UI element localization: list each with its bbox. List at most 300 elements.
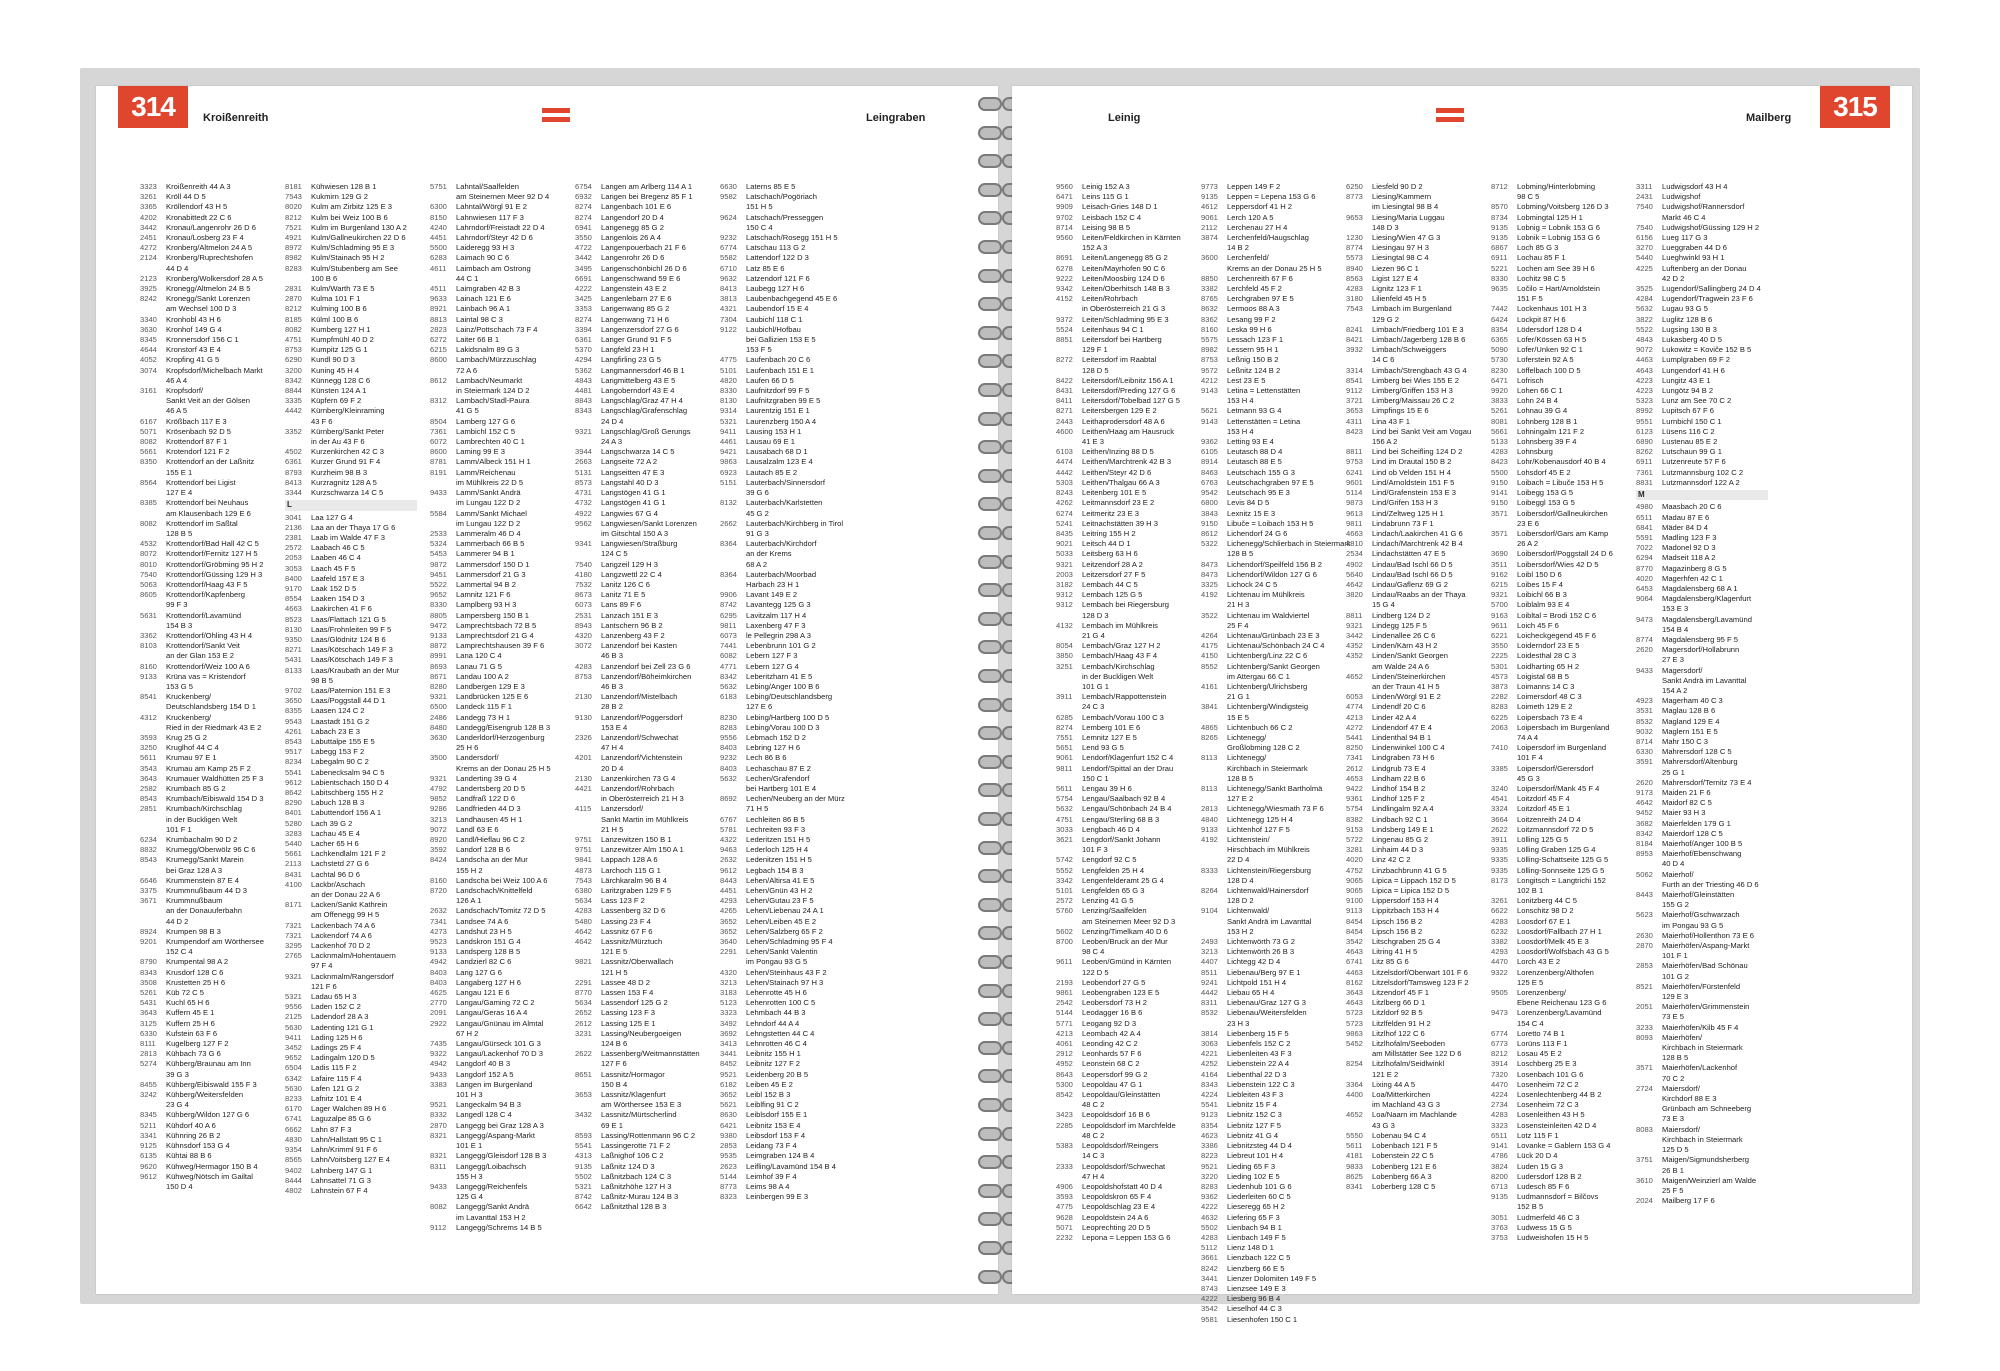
postal-code: 3492 bbox=[720, 1018, 737, 1028]
place-name: Lipsch 156 B 2 bbox=[1372, 916, 1423, 926]
place-name: Kumberg 127 H 1 bbox=[311, 324, 371, 334]
postal-code: 7361 bbox=[430, 426, 447, 436]
postal-code: 8673 bbox=[575, 590, 592, 600]
place-name: Lampersberg 150 B 1 bbox=[456, 610, 530, 620]
postal-code: 5632 bbox=[720, 681, 737, 691]
postal-code: 3653 bbox=[1346, 406, 1363, 416]
place-name: Lerch 120 A 5 bbox=[1227, 212, 1274, 222]
place-name: 73 E 5 bbox=[1662, 1012, 1684, 1022]
place-name: Landhausen 45 H 1 bbox=[456, 814, 523, 824]
postal-code: 4181 bbox=[1346, 1151, 1363, 1161]
place-name: Ludwess 15 G 5 bbox=[1517, 1222, 1572, 1232]
postal-code: 9372 bbox=[1056, 314, 1073, 324]
postal-code: 4283 bbox=[1491, 1110, 1508, 1120]
place-name: Lind ob Velden 151 H 4 bbox=[1372, 467, 1451, 477]
place-name: Kronau/Langenrohr 26 D 6 bbox=[166, 222, 256, 232]
place-name: 14 C 3 bbox=[1082, 1151, 1105, 1161]
postal-code: 9354 bbox=[285, 1145, 302, 1155]
postal-code: 4732 bbox=[575, 498, 592, 508]
postal-code: 6225 bbox=[1491, 712, 1508, 722]
place-name: Lohr/Kobenausdorf 40 B 4 bbox=[1517, 457, 1606, 467]
postal-code: 5071 bbox=[140, 426, 157, 436]
place-name: Mahrersdorf/Altenburg bbox=[1662, 757, 1738, 767]
postal-code: 8421 bbox=[1346, 335, 1363, 345]
postal-code: 7543 bbox=[1346, 304, 1363, 314]
postal-code: 3682 bbox=[1636, 818, 1653, 828]
place-name: Leinig 152 A 3 bbox=[1082, 182, 1130, 191]
place-name: Lindenwinkel 100 C 4 bbox=[1372, 743, 1445, 753]
place-name: 150 D 4 bbox=[166, 1181, 193, 1191]
place-name: Liebenstein 122 C 3 bbox=[1227, 1079, 1295, 1089]
place-name: Lehen/Sankt Valentin bbox=[746, 947, 818, 957]
postal-code: 6072 bbox=[430, 437, 447, 447]
index-entry bbox=[1636, 1176, 1806, 1186]
postal-code: 8385 bbox=[140, 498, 157, 508]
postal-code: 8330 bbox=[430, 600, 447, 610]
place-name: 152 B 5 bbox=[1517, 1202, 1544, 1212]
postal-code: 9341 bbox=[575, 539, 592, 549]
index-entry bbox=[1201, 1213, 1371, 1223]
postal-code: 4802 bbox=[285, 1185, 302, 1195]
place-name: Loa/Mitterkirchen bbox=[1372, 1090, 1431, 1100]
index-entry bbox=[1636, 533, 1806, 543]
postal-code: 8333 bbox=[1201, 865, 1218, 875]
postal-code: 8343 bbox=[575, 406, 592, 416]
index-entry bbox=[1636, 315, 1806, 325]
place-name: Lindachstätten 47 E 5 bbox=[1372, 549, 1446, 559]
index-entry bbox=[720, 223, 890, 233]
postal-code: 2813 bbox=[140, 1049, 157, 1059]
postal-code: 9811 bbox=[1346, 518, 1363, 528]
place-name: Laakirchen 41 F 6 bbox=[311, 604, 372, 614]
postal-code: 9433 bbox=[430, 1181, 447, 1191]
place-name: im Lungau 122 D 2 bbox=[456, 518, 521, 528]
postal-code: 9811 bbox=[720, 620, 737, 630]
place-name: Lohnberg 128 B 1 bbox=[1517, 416, 1578, 426]
postal-code: 9452 bbox=[1636, 808, 1653, 818]
place-name: Lobming/Voitsberg 126 D 3 bbox=[1517, 202, 1609, 212]
place-name: 125 E 5 bbox=[1517, 977, 1544, 987]
place-name: Magdalensberg 95 F 5 bbox=[1662, 634, 1738, 644]
postal-code: 4283 bbox=[1201, 1232, 1218, 1242]
place-name: Langstahl 40 D 3 bbox=[601, 477, 659, 487]
place-name: Lingenau 85 G 2 bbox=[1372, 835, 1429, 844]
place-name: Krems an der Donau 25 H 5 bbox=[1227, 263, 1322, 273]
place-name: Kruglhof 44 C 4 bbox=[166, 743, 219, 753]
postal-code: 4224 bbox=[1491, 1090, 1508, 1100]
postal-code: 8093 bbox=[1636, 1032, 1653, 1042]
place-name: Grünbach am Schneeberg bbox=[1662, 1104, 1752, 1114]
postal-code: 8185 bbox=[285, 314, 302, 324]
postal-code: 4161 bbox=[1201, 681, 1218, 691]
index-entry bbox=[1636, 543, 1806, 553]
place-name: Kronstorf 43 E 4 bbox=[166, 345, 221, 355]
place-name: Lehen/Schladming 95 F 4 bbox=[746, 937, 833, 947]
place-name: Krumegg/Oberwölz 96 C 6 bbox=[166, 845, 256, 855]
place-name: Lehmbach 44 B 3 bbox=[746, 1008, 806, 1018]
place-name: Leithen/Thalgau 66 A 3 bbox=[1082, 477, 1160, 487]
postal-code: 6283 bbox=[430, 253, 447, 263]
place-name: Landbrücken 125 E 6 bbox=[456, 692, 529, 702]
place-name: bei Hartberg 101 E 4 bbox=[746, 783, 817, 793]
postal-code: 2291 bbox=[575, 977, 592, 987]
place-name: Leimhof 39 F 4 bbox=[746, 1171, 797, 1181]
index-entry bbox=[720, 284, 890, 294]
place-name: 128 B 5 bbox=[1662, 1053, 1689, 1063]
postal-code: 2493 bbox=[1201, 937, 1218, 947]
place-name: Kuffern 45 E 1 bbox=[166, 1008, 215, 1018]
postal-code: 9821 bbox=[575, 957, 592, 967]
postal-code: 9322 bbox=[430, 1049, 447, 1059]
postal-code: 8321 bbox=[430, 1151, 447, 1161]
place-name: Lugendorf/Tragwein 23 F 6 bbox=[1662, 294, 1753, 304]
place-name: Leopoldsdorf/Schwechat bbox=[1082, 1161, 1166, 1171]
postal-code: 4873 bbox=[575, 865, 592, 875]
postal-code: 4020 bbox=[1346, 855, 1363, 865]
place-name: an der Donauuferbahn bbox=[166, 906, 242, 916]
place-name: Langmannersdorf 46 B 1 bbox=[601, 365, 685, 375]
place-name: 153 H 4 bbox=[1227, 396, 1254, 406]
index-entry bbox=[1636, 325, 1806, 335]
place-name: le Pellegrin 298 A 3 bbox=[746, 630, 812, 640]
postal-code: 5440 bbox=[285, 839, 302, 848]
index-entry bbox=[1636, 655, 1806, 665]
postal-code: 4421 bbox=[575, 783, 592, 793]
postal-code: 5502 bbox=[575, 1171, 592, 1181]
place-name: Labitschberg 155 H 2 bbox=[311, 787, 384, 797]
place-name: Lonitzberg 44 C 5 bbox=[1517, 896, 1577, 906]
place-name: Leithen/Haag am Hausruck bbox=[1082, 426, 1175, 436]
place-name: Lovanke = Gablern 153 G 4 bbox=[1517, 1141, 1611, 1151]
place-name: Lengau/Schönbach 24 B 4 bbox=[1082, 804, 1172, 814]
place-name: Loitzmannsdorf 72 D 5 bbox=[1517, 824, 1594, 834]
place-name: Legbach 154 B 3 bbox=[746, 865, 804, 875]
postal-code: 6278 bbox=[1056, 263, 1073, 273]
index-entry bbox=[720, 937, 890, 947]
place-name: Lanzewitzer Alm 150 A 1 bbox=[601, 845, 684, 855]
place-name: Leitenberg 101 E 5 bbox=[1082, 488, 1147, 498]
place-name: 101 F 1 bbox=[1662, 951, 1688, 961]
postal-code: 4541 bbox=[1491, 794, 1508, 804]
place-name: Krottendorf/Güssing 129 H 3 bbox=[166, 569, 263, 579]
postal-code: 6453 bbox=[1636, 583, 1653, 593]
postal-code: 5552 bbox=[1056, 865, 1073, 875]
index-entry bbox=[720, 600, 890, 610]
place-name: Lamm/Sankt Andrä bbox=[456, 488, 521, 498]
place-name: Lobmingtal 125 H 1 bbox=[1517, 212, 1583, 222]
postal-code: 4643 bbox=[1346, 998, 1363, 1008]
place-name: Ladis 115 F 2 bbox=[311, 1063, 357, 1073]
place-name: Larchoch 115 G 1 bbox=[601, 865, 661, 875]
postal-code: 4115 bbox=[575, 804, 592, 814]
place-name: Lackendorf 74 A 6 bbox=[311, 930, 372, 940]
postal-code: 5133 bbox=[1491, 437, 1508, 447]
place-name: Lerchfeld 45 F 2 bbox=[1227, 284, 1282, 294]
postal-code: 6272 bbox=[430, 335, 447, 345]
place-name: Litzlfelden 91 H 2 bbox=[1372, 1018, 1431, 1028]
postal-code: 3250 bbox=[140, 743, 157, 753]
place-name: Laubendorf 15 E 4 bbox=[746, 304, 809, 314]
postal-code: 8924 bbox=[140, 926, 157, 936]
place-name: Lang 127 G 6 bbox=[456, 967, 503, 977]
place-name: Madau 87 E 6 bbox=[1662, 512, 1710, 522]
place-name: Lotz 115 F 1 bbox=[1517, 1130, 1559, 1140]
place-name: 91 G 3 bbox=[746, 528, 769, 538]
postal-code: 3364 bbox=[1346, 1079, 1363, 1089]
place-name: Losenlechtenberg 44 B 2 bbox=[1517, 1090, 1602, 1100]
index-entry bbox=[430, 1213, 600, 1223]
postal-code: 5591 bbox=[1636, 532, 1653, 542]
place-name: Lilienfeld 45 H 5 bbox=[1372, 294, 1427, 304]
postal-code: 8543 bbox=[285, 736, 302, 746]
place-name: Lavantegg 125 G 3 bbox=[746, 600, 811, 610]
postal-code: 3125 bbox=[140, 1018, 157, 1028]
place-name: Laubenbachgegend 45 E 6 bbox=[746, 294, 838, 304]
index-entry bbox=[720, 764, 890, 774]
postal-code: 8521 bbox=[1636, 981, 1653, 991]
postal-code: 8341 bbox=[1346, 1181, 1363, 1191]
postal-code: 9421 bbox=[720, 447, 737, 457]
place-name: Losau 45 E 2 bbox=[1517, 1049, 1562, 1059]
place-name: Lanzenkirchen 73 G 4 bbox=[601, 773, 676, 783]
place-name: Krumegg/Sankt Marein bbox=[166, 855, 244, 865]
postal-code: 7410 bbox=[1491, 743, 1508, 753]
place-name: 14 B 2 bbox=[1227, 243, 1249, 253]
place-name: Lobenberg 66 A 3 bbox=[1372, 1171, 1432, 1181]
postal-code: 8532 bbox=[1201, 1008, 1218, 1018]
place-name: Leitmannsdorf 23 E 2 bbox=[1082, 498, 1155, 508]
postal-code: 8311 bbox=[1201, 998, 1218, 1008]
postal-code: 4653 bbox=[1346, 773, 1363, 783]
postal-code: 8271 bbox=[285, 645, 302, 655]
postal-code: 8160 bbox=[140, 661, 157, 671]
place-name: Lindach/Laakirchen 41 G 6 bbox=[1372, 528, 1463, 538]
place-name: Losenleithen 43 H 5 bbox=[1517, 1110, 1585, 1120]
place-name: 153 F 5 bbox=[746, 345, 772, 355]
place-name: Sankt Martin im Mühlkreis bbox=[601, 814, 689, 824]
postal-code: 2734 bbox=[1491, 1100, 1508, 1110]
postal-code: 5274 bbox=[140, 1059, 157, 1069]
place-name: 74 A 4 bbox=[1517, 732, 1539, 742]
postal-code: 8632 bbox=[1201, 304, 1218, 314]
place-name: Labuttalpe 155 E 5 bbox=[311, 736, 375, 746]
place-name: Lind/Zeltweg 125 H 1 bbox=[1372, 508, 1444, 518]
place-name: Labuttendorf 156 A 1 bbox=[311, 808, 382, 818]
place-name: Magdalensberg/Lavamünd bbox=[1662, 614, 1752, 624]
index-entry bbox=[720, 253, 890, 263]
place-name: Lichtenegg/Wiesmath 73 F 6 bbox=[1227, 804, 1324, 814]
place-name: Lieselhof 44 C 3 bbox=[1227, 1304, 1282, 1314]
postal-code: 4922 bbox=[575, 508, 592, 518]
postal-code: 9562 bbox=[575, 518, 592, 528]
place-name: Laufenbach 151 E 1 bbox=[746, 365, 814, 375]
place-name: Lengau/Saalbach 92 B 4 bbox=[1082, 794, 1166, 804]
postal-code: 5611 bbox=[1346, 1141, 1363, 1151]
postal-code: 4352 bbox=[1346, 641, 1363, 651]
place-name: 151 H 5 bbox=[746, 202, 773, 212]
index-entry bbox=[1636, 213, 1806, 223]
place-name: Krottendorf/Weiz 100 A 6 bbox=[166, 661, 250, 671]
postal-code: 6156 bbox=[1636, 233, 1653, 243]
place-name: Krottendorf/Haag 43 F 5 bbox=[166, 579, 248, 589]
postal-code: 8082 bbox=[285, 324, 302, 334]
place-name: Liesenhofen 150 C 1 bbox=[1227, 1314, 1298, 1324]
postal-code: 7543 bbox=[575, 875, 592, 885]
postal-code: 8714 bbox=[1636, 736, 1653, 746]
postal-code: 3542 bbox=[1201, 1304, 1218, 1314]
postal-code: 3213 bbox=[720, 977, 737, 987]
place-name: Loicheckgegend 45 F 6 bbox=[1517, 630, 1596, 640]
postal-code: 8564 bbox=[140, 477, 157, 487]
postal-code: 8113 bbox=[1201, 753, 1218, 763]
postal-code: 3441 bbox=[720, 1049, 737, 1059]
place-name: Leiten/Feldkirchen in Kärnten bbox=[1082, 233, 1181, 243]
postal-code: 4061 bbox=[1056, 1039, 1073, 1049]
index-entry bbox=[720, 304, 890, 314]
index-entry bbox=[720, 672, 890, 682]
place-name: Leodagger 16 B 6 bbox=[1082, 1008, 1143, 1018]
postal-code: 9113 bbox=[1346, 906, 1363, 916]
place-name: Krotendorf 121 F 2 bbox=[166, 447, 230, 457]
index-entry bbox=[1201, 1202, 1371, 1212]
postal-code: 9100 bbox=[1346, 896, 1363, 906]
postal-code: 5453 bbox=[430, 549, 447, 559]
place-name: Langseitten 47 E 3 bbox=[601, 467, 665, 477]
place-name: Krottendorf/Fernitz 127 H 5 bbox=[166, 549, 258, 559]
place-name: Loch 85 G 3 bbox=[1517, 243, 1559, 253]
place-name: im Lungau 122 D 2 bbox=[456, 498, 521, 508]
place-name: Lassendorf 125 G 2 bbox=[601, 998, 668, 1008]
place-name: Linden/Steinerkirchen bbox=[1372, 671, 1446, 681]
postal-code: 8455 bbox=[140, 1079, 157, 1089]
postal-code: 4830 bbox=[285, 1134, 302, 1144]
postal-code: 8480 bbox=[430, 722, 447, 732]
place-name: Lahntal/Wörgl 91 E 2 bbox=[456, 202, 527, 212]
postal-code: 4474 bbox=[1056, 457, 1073, 467]
index-entry bbox=[1636, 457, 1806, 467]
place-name: Leitenhaus 94 C 1 bbox=[1082, 324, 1144, 334]
place-name: Lueggraben 44 D 6 bbox=[1662, 243, 1728, 253]
postal-code: 9321 bbox=[1346, 620, 1363, 630]
postal-code: 9653 bbox=[1346, 212, 1363, 222]
place-name: Limbach im Burgenland bbox=[1372, 304, 1452, 314]
place-name: Limbach/Strengbach 43 G 4 bbox=[1372, 365, 1467, 375]
postal-code: 5241 bbox=[1056, 518, 1073, 528]
place-name: Löffelbach 100 D 5 bbox=[1517, 365, 1581, 375]
place-name: 150 C 4 bbox=[746, 222, 773, 232]
place-name: Lichtenwald/Hainersdorf bbox=[1227, 886, 1309, 896]
place-name: Lienz 148 D 1 bbox=[1227, 1243, 1274, 1253]
place-name: Lerchgraben 97 E 5 bbox=[1227, 294, 1294, 304]
postal-code: 3413 bbox=[720, 1039, 737, 1049]
postal-code: 9751 bbox=[575, 845, 592, 855]
place-name: Langenlois 26 A 4 bbox=[601, 233, 661, 243]
place-name: Lehnrotten 46 C 4 bbox=[746, 1039, 807, 1049]
postal-code: 8130 bbox=[285, 624, 302, 634]
postal-code: 8843 bbox=[575, 396, 592, 406]
place-name: Lölling 125 G 5 bbox=[1517, 835, 1569, 844]
postal-code: 6250 bbox=[1346, 182, 1363, 191]
place-name: Litzlhof 122 C 6 bbox=[1372, 1028, 1425, 1038]
place-name: Lukowitz = Koviče 152 B 5 bbox=[1662, 345, 1752, 355]
place-name: Lakidsnalm 89 G 3 bbox=[456, 345, 520, 355]
postal-code: 4451 bbox=[430, 233, 447, 243]
postal-code: 9133 bbox=[430, 947, 447, 957]
place-name: Krüna vas = Kristendorf bbox=[166, 671, 246, 681]
place-name: Langenpouerbach 21 F 6 bbox=[601, 243, 686, 253]
postal-code: 5502 bbox=[1201, 1222, 1218, 1232]
place-name: Lausabach 68 D 1 bbox=[746, 447, 808, 457]
place-name: Kühbach 73 G 6 bbox=[166, 1049, 221, 1059]
postal-code: 8223 bbox=[1201, 1151, 1218, 1161]
place-name: Langau/Gnünau im Almtal bbox=[456, 1018, 544, 1028]
place-name: Kufstein 63 F 6 bbox=[166, 1028, 218, 1038]
postal-code: 5730 bbox=[1491, 355, 1508, 365]
index-entry bbox=[1636, 417, 1806, 427]
postal-code: 3072 bbox=[575, 641, 592, 651]
postal-code: 9380 bbox=[720, 1130, 737, 1140]
index-entry bbox=[720, 264, 890, 274]
index-entry bbox=[720, 743, 890, 753]
postal-code: 8850 bbox=[1201, 273, 1218, 283]
place-name: Lahntal/Saalfelden bbox=[456, 182, 519, 191]
postal-code: 4321 bbox=[720, 304, 737, 314]
postal-code: 4293 bbox=[720, 896, 737, 906]
postal-code: 2124 bbox=[140, 253, 157, 263]
postal-code: 2770 bbox=[430, 998, 447, 1008]
postal-code: 9652 bbox=[430, 590, 447, 600]
postal-code: 3432 bbox=[575, 1110, 592, 1120]
postal-code: 8424 bbox=[430, 855, 447, 865]
place-name: Landl/Hieflau 96 C 2 bbox=[456, 835, 525, 844]
place-name: Liebnitz 127 F 5 bbox=[1227, 1120, 1282, 1130]
place-name: Kronberg/Wolkersdorf 28 A 5 bbox=[166, 273, 263, 283]
place-name: Krumpendorf am Wörthersee bbox=[166, 937, 264, 947]
place-name: Lachkendlalm 121 F 2 bbox=[311, 849, 386, 859]
place-name: Lipsch 156 B 2 bbox=[1372, 926, 1423, 936]
postal-code: 3344 bbox=[285, 488, 302, 498]
postal-code: 8411 bbox=[1056, 396, 1073, 406]
postal-code: 8355 bbox=[285, 706, 302, 716]
postal-code: 9335 bbox=[1491, 865, 1508, 875]
postal-code: 4751 bbox=[285, 335, 302, 345]
postal-code: 8523 bbox=[285, 614, 302, 624]
postal-code: 4652 bbox=[1346, 671, 1363, 681]
place-name: 46 B 3 bbox=[601, 651, 623, 661]
index-entry bbox=[1636, 910, 1806, 920]
postal-code: 9773 bbox=[1201, 182, 1218, 191]
postal-code: 4284 bbox=[1636, 294, 1653, 304]
place-name: Limberg/Maissau 26 C 2 bbox=[1372, 396, 1455, 406]
postal-code: 5500 bbox=[430, 243, 447, 253]
place-name: Landscha an der Mur bbox=[456, 855, 528, 865]
place-name: Kruckenberg/ bbox=[166, 692, 212, 702]
place-name: Loipersdorf/Gerersdorf bbox=[1517, 763, 1594, 773]
place-name: Lehen/Altirsa 41 E 5 bbox=[746, 875, 815, 885]
place-name: Landorf 128 B 6 bbox=[456, 845, 511, 855]
place-name: Ločilo = Hart/Arnoldstein bbox=[1517, 284, 1600, 294]
place-name: Laas/Flattach 121 G 5 bbox=[311, 614, 386, 624]
place-name: Laiter 66 B 1 bbox=[456, 335, 500, 345]
index-entry bbox=[720, 611, 890, 621]
place-name: Laßnighof 106 C 2 bbox=[601, 1151, 664, 1161]
place-name: Langseite 72 A 2 bbox=[601, 457, 658, 467]
postal-code: 8082 bbox=[140, 437, 157, 447]
index-entry bbox=[1636, 294, 1806, 304]
postal-code: 8113 bbox=[1201, 783, 1218, 793]
place-name: Lengenfelderamt 25 G 4 bbox=[1082, 875, 1164, 885]
postal-code: 6290 bbox=[285, 355, 302, 365]
